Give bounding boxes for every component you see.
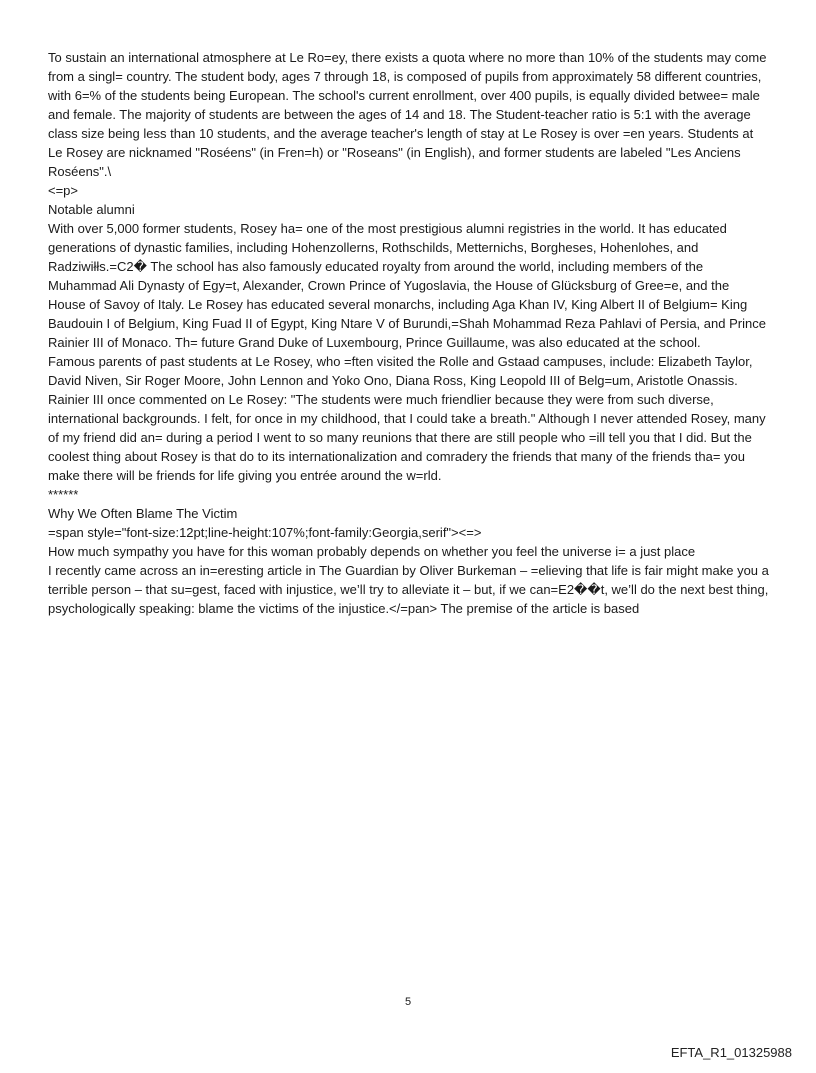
paragraph-span-markup: =span style="font-size:12pt;line-height:107%;font-family:Georgia,serif"><=> bbox=[48, 525, 482, 540]
heading-blame-victim: Why We Often Blame The Victim bbox=[48, 506, 238, 521]
page-number: 5 bbox=[404, 996, 412, 1008]
document-body bbox=[48, 48, 770, 618]
paragraph-p-tag: <=p> bbox=[48, 183, 79, 198]
paragraph-quota: To sustain an international atmosphere at Le Ro=ey, there exists a quota where no more than 10% of the students may come from a singl= country. The student body, ages 7 through 18, is composed of pupils from approximately 58 different countries, with 6=% of the students being European. The school's current enrollment, over 400 pupils, is equally divided betwee= male and female. The majority of students are between the ages of 14 and 18. The Student-teacher ratio is 5:1 with the average class size being less than 10 students, and the average teacher's length of stay at Le Rosey is over =en years. Students at Le Rosey are nicknamed "Roséens" (in Fren=h) or "Roseans" (in English), and former students are labeled "Les Anciens Roséens".\ bbox=[48, 50, 767, 179]
paragraph-guardian-article: I recently came across an in=eresting article in The Guardian by Oliver Burkeman – =elieving that life is fair might make you a terrible person – that su=gest, faced with injustice, we’ll try to alleviate it – but, if we can=E2��t, we’ll do the next best thing, psychologically speaking: blame the victims of the injustice.</=pan> The premise of the article is based bbox=[48, 563, 769, 616]
paragraph-sympathy: How much sympathy you have for this woman probably depends on whether you feel the universe i= a just place bbox=[48, 544, 696, 559]
bates-number: EFTA_R1_01325988 bbox=[670, 1045, 792, 1060]
section-separator: ****** bbox=[48, 487, 79, 502]
heading-notable-alumni: Notable alumni bbox=[48, 202, 135, 217]
paragraph-famous-parents: Famous parents of past students at Le Rosey, who =ften visited the Rolle and Gstaad campuses, include: Elizabeth Taylor, David Niven, Sir Roger Moore, John Lennon and Yoko Ono, Diana Ross, King Leopold III of Belg=um, Aristotle Onassis. Rainier III once commented on Le Rosey: "The students were much friendlier because they were from such diverse, international backgrounds. I felt, for once in my childhood, that I could take a breath." Although I never attended Rosey, many of my friend did an= during a period I went to so many reunions that there are still people who =ill tell you that I did. But the coolest thing about Rosey is that do to its internationalization and comradery the friends that many of the friends tha= you make there will be friends for life giving you entrée around the w=rld. bbox=[48, 354, 766, 483]
paragraph-alumni: With over 5,000 former students, Rosey ha= one of the most prestigious alumni registries in the world. It has educated generations of dynastic families, including Hohenzollerns, Rothschilds, Metternichs, Borgheses, Hohenlohes, and Radziwiłłs.=C2� The school has also famously educated royalty from around the world, including members of the Muhammad Ali Dynasty of Egy=t, Alexander, Crown Prince of Yugoslavia, the House of Glücksburg of Gree=e, and the House of Savoy of Italy. Le Rosey has educated several monarchs, including Aga Khan IV, King Albert II of Belgium= King Baudouin I of Belgium, King Fuad II of Egypt, King Ntare V of Burundi,=Shah Mohammad Reza Pahlavi of Persia, and Prince Rainier III of Monaco. Th= future Grand Duke of Luxembourg, Prince Guillaume, was also educated at the school. bbox=[48, 221, 766, 350]
